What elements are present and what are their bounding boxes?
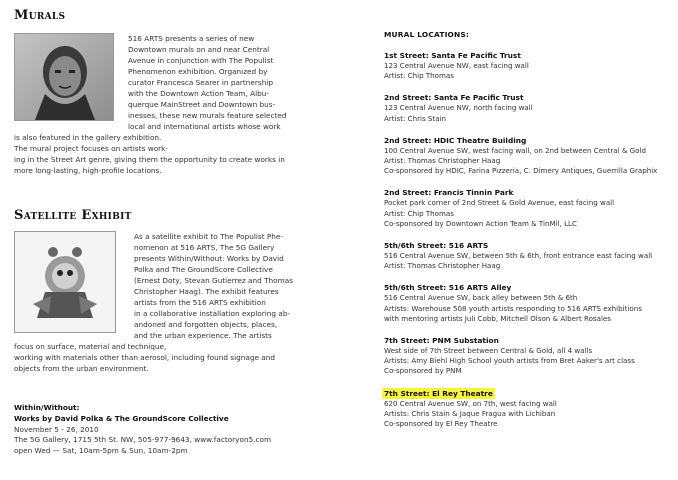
satellite-line: and the urban experience. The artists — [134, 331, 272, 340]
murals-line: with the Downtown Action Team, Albu- — [128, 89, 270, 98]
murals-line: Downtown murals on and near Central — [128, 45, 270, 54]
satellite-line: focus on surface, material and technique, — [14, 342, 167, 351]
highlighted-location-title: 7th Street: El Rey Theatre — [384, 388, 493, 398]
location-title — [384, 51, 676, 61]
location-detail: Pocket park corner of 2nd Street & Gold Avenue, east facing wall — [384, 198, 615, 208]
location-detail: 123 Central Avenue NW, east facing wall — [384, 61, 529, 70]
locations-list — [384, 51, 676, 429]
location-title-text: 2nd Street: Francis Tinnin Park — [384, 188, 514, 198]
location-title — [384, 283, 676, 293]
artwork-collage-image — [15, 232, 115, 332]
satellite-line: nomenon at 516 ARTS, The 5G Gallery — [134, 243, 275, 252]
murals-line: The mural project focuses on artists work- — [14, 144, 169, 153]
satellite-heading: Satellite Exhibit — [14, 208, 132, 223]
satellite-section — [14, 208, 354, 374]
location-detail: 100 Central Avenue SW, west facing wall, on 2nd between Central & Gold — [384, 145, 646, 155]
location-entry — [384, 93, 676, 123]
location-entry — [384, 51, 676, 81]
location-detail: Artists: Warehouse 508 youth artists responding to 516 ARTS exhibitions — [384, 303, 642, 313]
satellite-line: objects from the urban environment. — [14, 364, 149, 373]
location-entry — [384, 188, 676, 229]
location-title-text: 5th/6th Street: 516 ARTS — [384, 241, 489, 251]
right-column — [384, 30, 676, 441]
murals-line: more long-lasting, high-profile locations. — [14, 166, 162, 175]
location-title — [384, 336, 676, 346]
location-detail: 620 Central Avenue SW, on 7th, west facing wall — [384, 398, 557, 408]
mural-portrait-image — [15, 34, 113, 120]
murals-line: is also featured in the gallery exhibition. — [14, 133, 162, 142]
event-info — [14, 403, 354, 457]
location-detail: West side of 7th Street between Central & Gold, all 4 walls — [384, 346, 593, 356]
murals-line: 516 ARTS presents a series of new — [128, 34, 255, 43]
murals-line: ing in the Street Art genre, giving them the opportunity to create works in — [14, 155, 285, 164]
location-detail: Artist: Chip Thomas — [384, 208, 454, 218]
satellite-line: artists from the 516 ARTS exhibition — [134, 298, 266, 307]
murals-line: curator Francesca Searer in partnership — [128, 78, 273, 87]
location-entry — [384, 336, 676, 377]
location-detail: with mentoring artists Juli Cobb, Mitchell Olson & Albert Rosales — [384, 313, 611, 323]
murals-line: local and international artists whose work — [128, 122, 281, 131]
murals-line: inesses, these new murals feature selected — [128, 111, 287, 120]
event-hours: open Wed — Sat, 10am-5pm & Sun, 10am-2pm — [14, 446, 188, 456]
location-detail: Artist: Chris Stain — [384, 113, 447, 123]
satellite-line: working with materials other than aerosol, including found signage and — [14, 353, 276, 362]
event-venue: The 5G Gallery, 1715 5th St. NW, 505-977-9643, www.factoryon5.com — [14, 435, 272, 445]
location-title — [384, 93, 676, 103]
satellite-line: andoned and forgotten objects, places, — [134, 320, 278, 329]
event-dates: November 5 - 26, 2010 — [14, 424, 99, 434]
location-title-text: 2nd Street: HDIC Theatre Building — [384, 135, 527, 145]
location-detail: 516 Central Avenue SW, between 5th & 6th, front entrance east facing wall — [384, 251, 653, 261]
location-title — [384, 136, 676, 146]
location-title-text: 1st Street: Santa Fe Pacific Trust — [384, 51, 521, 60]
murals-section — [14, 8, 354, 176]
mural-photo — [14, 33, 114, 121]
satellite-line: Christopher Haag). The exhibit features — [134, 287, 279, 296]
location-title — [384, 389, 676, 399]
event-title-line1: Within/Without: — [14, 403, 80, 412]
location-title — [384, 188, 676, 198]
location-detail: Artist: Thomas Christopher Haag — [384, 261, 501, 271]
location-detail: Artists: Chris Stain & Jaque Fragua with Lichiban — [384, 408, 556, 418]
location-title-text: 7th Street: PNM Substation — [384, 336, 499, 346]
satellite-line: presents Within/Without: Works by David — [134, 254, 284, 263]
location-title-text: 5th/6th Street: 516 ARTS Alley — [384, 283, 512, 293]
location-detail: Co-sponsored by HDIC, Farina Pizzeria, C. Dimery Antiques, Guerrilla Graphix — [384, 166, 658, 176]
location-title-text: 2nd Street: Santa Fe Pacific Trust — [384, 93, 524, 103]
locations-heading: MURAL LOCATIONS: — [384, 30, 470, 39]
murals-heading: Murals — [14, 8, 66, 23]
satellite-line: As a satellite exhibit to The Populist Phe- — [134, 232, 284, 241]
murals-line: querque MainStreet and Downtown bus- — [128, 100, 276, 109]
satellite-artwork — [14, 231, 116, 333]
location-detail: Artist: Thomas Christopher Haag — [384, 156, 501, 166]
satellite-line: (Ernest Doty, Stevan Gutierrez and Thomas — [134, 276, 294, 285]
location-detail: Co-sponsored by El Rey Theatre — [384, 419, 498, 429]
murals-line: Avenue in conjunction with The Populist — [128, 56, 274, 65]
location-entry — [384, 241, 676, 271]
event-title-line2: Works by David Polka & The GroundScore Collective — [14, 413, 229, 423]
location-detail: Co-sponsored by Downtown Action Team & TinMil, LLC — [384, 218, 577, 228]
location-entry — [384, 283, 676, 324]
location-detail: Artists: Amy Biehl High School youth artists from Bret Aaker's art class — [384, 356, 635, 366]
location-entry — [384, 136, 676, 177]
location-detail: 123 Central Avenue NW, north facing wall — [384, 103, 533, 113]
location-detail: Co-sponsored by PNM — [384, 366, 462, 376]
satellite-line: in a collaborative installation exploring ab- — [134, 309, 291, 318]
location-entry — [384, 389, 676, 430]
location-detail: 516 Central Avenue SW, back alley between 5th & 6th — [384, 293, 578, 303]
satellite-line: Polka and The GroundScore Collective — [134, 265, 273, 274]
murals-line: Phenomenon exhibition. Organized by — [128, 67, 268, 76]
location-detail: Artist: Chip Thomas — [384, 71, 454, 81]
location-title — [384, 241, 676, 251]
